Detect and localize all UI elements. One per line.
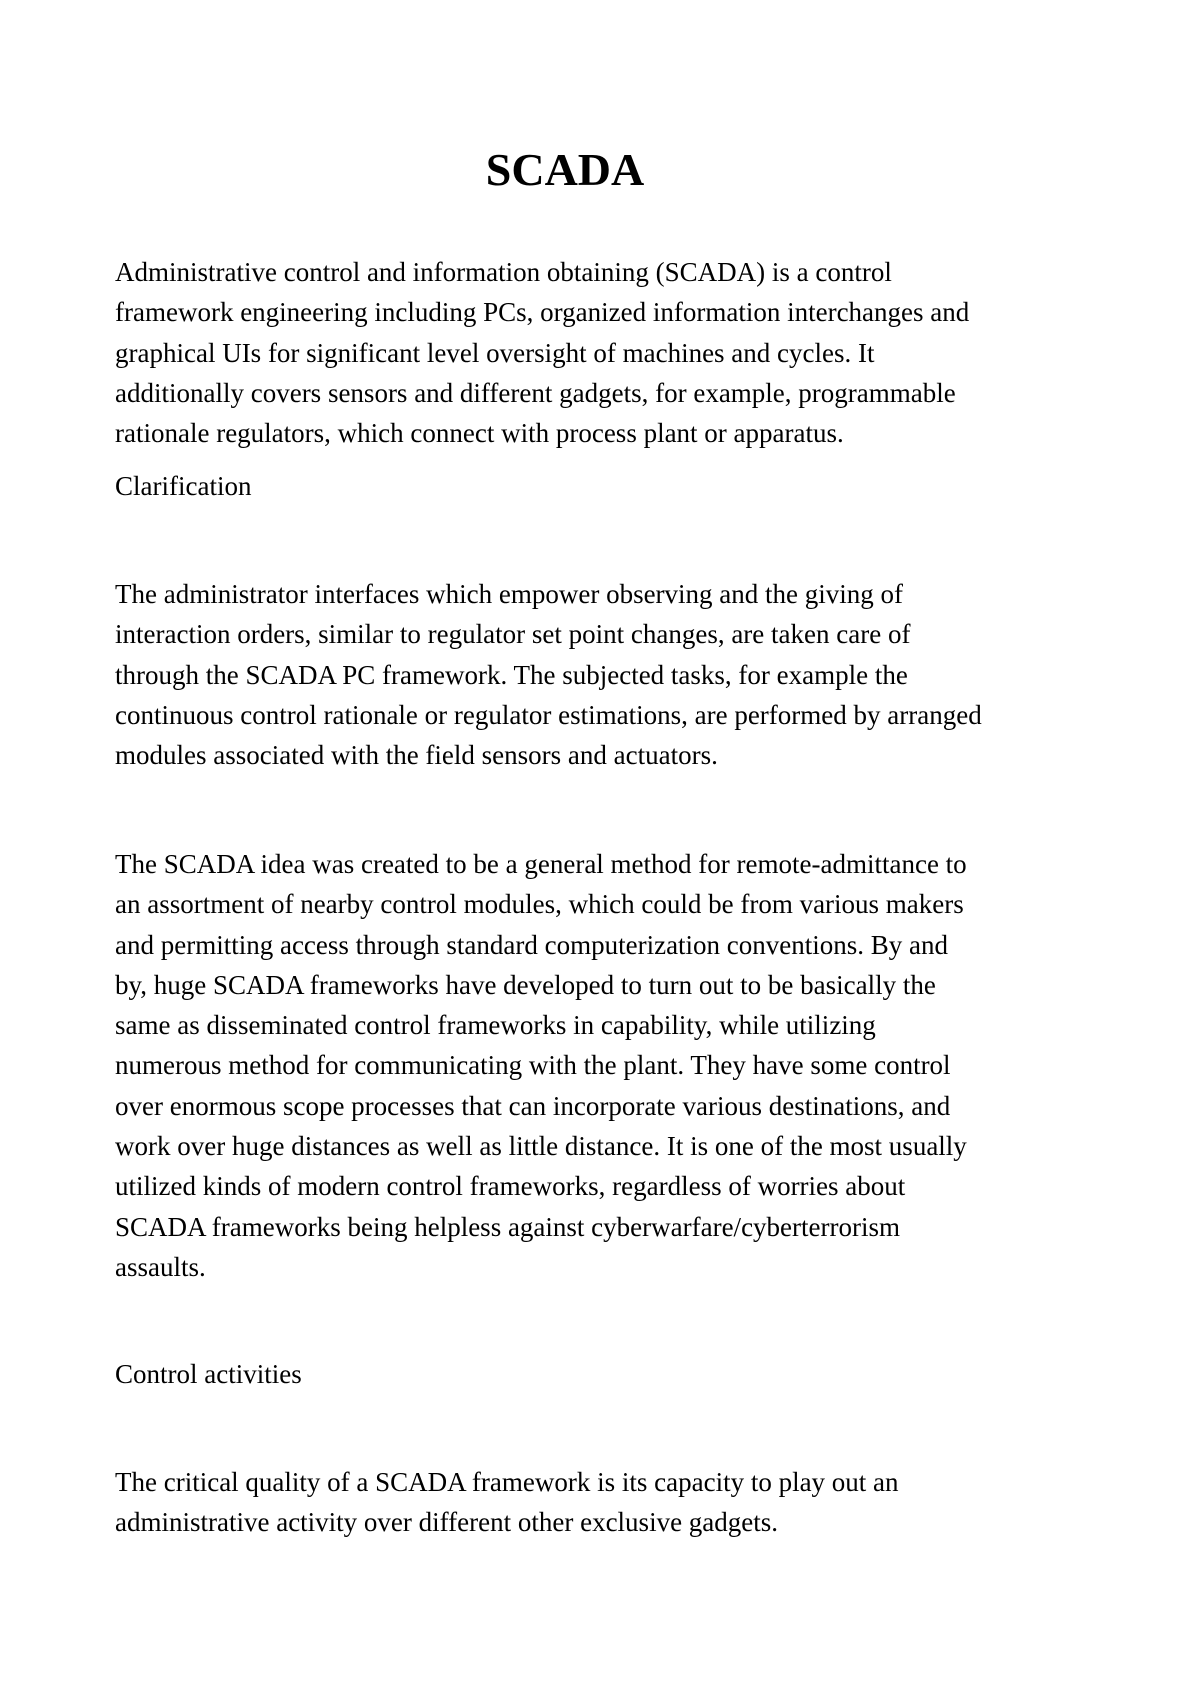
paragraph-line: an assortment of nearby control modules, which could be from various makers	[115, 889, 964, 920]
paragraph-line: by, huge SCADA frameworks have developed to turn out to be basically the	[115, 969, 936, 1000]
paragraph-line: framework engineering including PCs, organized information interchanges and	[115, 297, 970, 328]
section-heading-clarification	[115, 466, 1100, 506]
paragraph-line: work over huge distances as well as little distance. It is one of the most usually	[115, 1131, 967, 1162]
paragraph-line: SCADA frameworks being helpless against cyberwarfare/cyberterrorism	[115, 1211, 900, 1242]
paragraph-scada-concept	[115, 844, 1100, 1287]
heading-text: Control activities	[115, 1359, 302, 1389]
paragraph-line: Administrative control and information obtaining (SCADA) is a control	[115, 257, 892, 287]
paragraph-line: assaults.	[115, 1251, 206, 1282]
paragraph-line: numerous method for communicating with the plant. They have some control	[115, 1050, 951, 1081]
page-title: SCADA	[485, 144, 645, 195]
paragraph-line: through the SCADA PC framework. The subjected tasks, for example the	[115, 659, 908, 690]
paragraph-line: administrative activity over different other exclusive gadgets.	[115, 1507, 779, 1538]
paragraph-line: continuous control rationale or regulator estimations, are performed by arranged	[115, 699, 982, 730]
paragraph-line: over enormous scope processes that can incorporate various destinations, and	[115, 1090, 951, 1121]
paragraph-intro	[115, 252, 1100, 453]
paragraph-line: utilized kinds of modern control frameworks, regardless of worries about	[115, 1171, 906, 1202]
paragraph-line: The critical quality of a SCADA framework is its capacity to play out an	[115, 1467, 899, 1497]
section-heading-control-activities	[115, 1354, 1100, 1394]
paragraph-line: interaction orders, similar to regulator set point changes, are taken care of	[115, 619, 911, 650]
paragraph-operator-interfaces	[115, 574, 1100, 775]
paragraph-line: and permitting access through standard computerization conventions. By and	[115, 929, 949, 960]
paragraph-line: modules associated with the field sensors and actuators.	[115, 740, 718, 771]
heading-text: Clarification	[115, 471, 252, 501]
paragraph-line: rationale regulators, which connect with process plant or apparatus.	[115, 418, 844, 449]
paragraph-critical-quality	[115, 1462, 1100, 1543]
paragraph-line: The SCADA idea was created to be a general method for remote-admittance to	[115, 849, 967, 879]
paragraph-line: same as disseminated control frameworks in capability, while utilizing	[115, 1010, 876, 1041]
paragraph-line: additionally covers sensors and different gadgets, for example, programmable	[115, 377, 956, 408]
paragraph-line: graphical UIs for significant level oversight of machines and cycles. It	[115, 337, 875, 368]
paragraph-line: The administrator interfaces which empower observing and the giving of	[115, 579, 904, 609]
